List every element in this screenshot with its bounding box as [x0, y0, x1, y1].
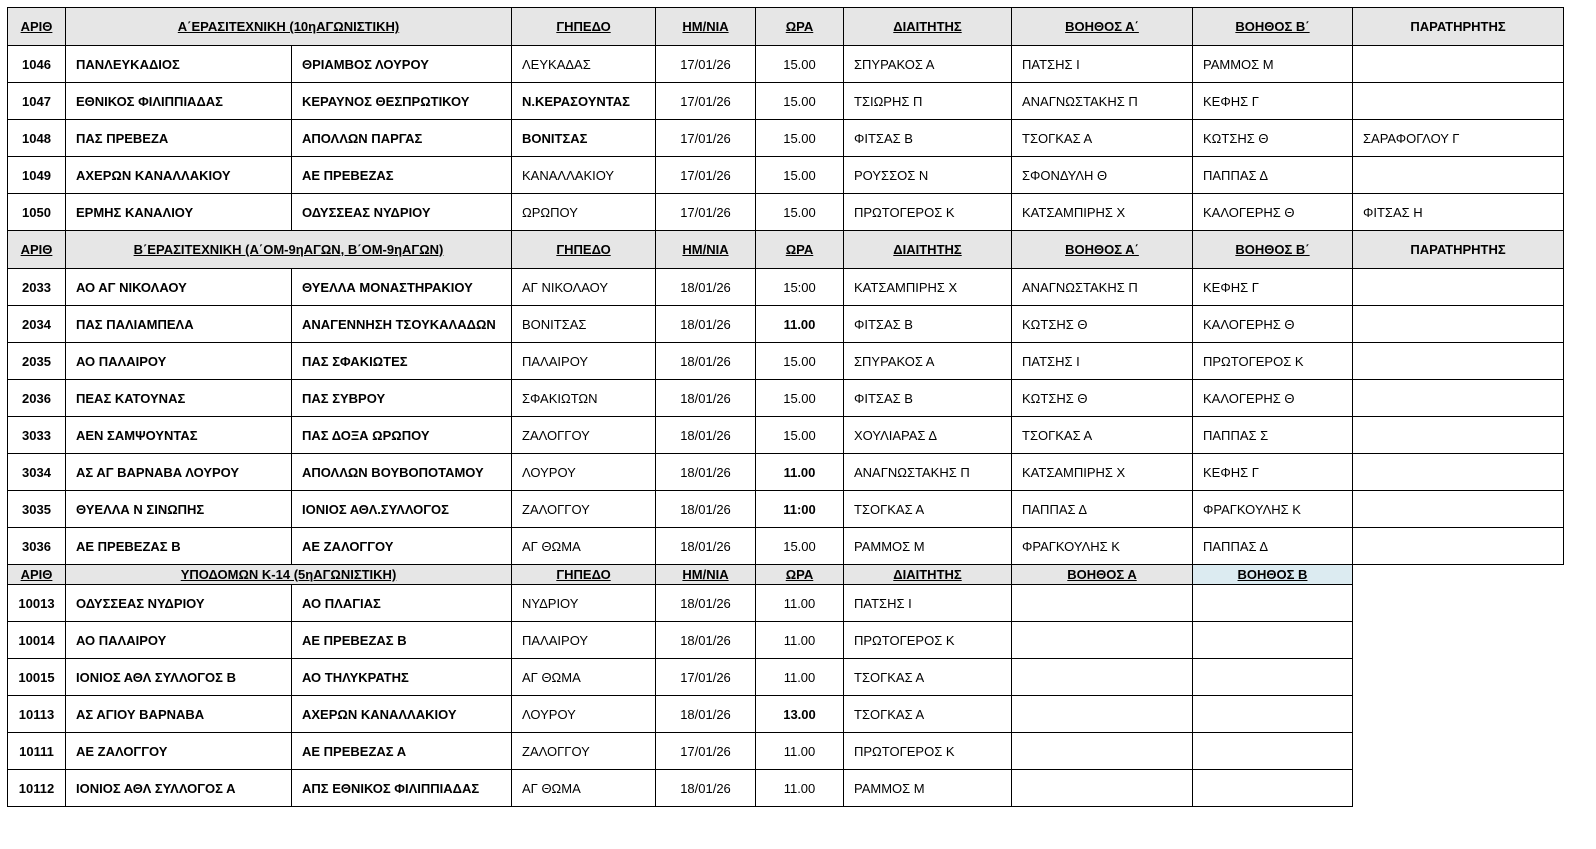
cell-num: 10112: [8, 770, 66, 807]
cell-num: 1048: [8, 120, 66, 157]
cell-time: 15.00: [756, 120, 844, 157]
cell-assistant-a: [1012, 770, 1193, 807]
cell-assistant-b: ΚΩΤΣΗΣ Θ: [1193, 120, 1353, 157]
cell-home: ΑΣ ΑΓ ΒΑΡΝΑΒΑ ΛΟΥΡΟΥ: [66, 454, 292, 491]
cell-date: 18/01/26: [656, 622, 756, 659]
cell-date: 18/01/26: [656, 454, 756, 491]
cell-assistant-a: ΚΩΤΣΗΣ Θ: [1012, 380, 1193, 417]
cell-away: ΑΝΑΓΕΝΝΗΣΗ ΤΣΟΥΚΑΛΑΔΩΝ: [292, 306, 512, 343]
cell-date: 18/01/26: [656, 585, 756, 622]
cell-assistant-b: [1193, 622, 1353, 659]
fixture-row: [8, 528, 1564, 565]
cell-referee: ΡΑΜΜΟΣ Μ: [844, 770, 1012, 807]
cell-time: 11.00: [756, 659, 844, 696]
cell-away: ΟΔΥΣΣΕΑΣ ΝΥΔΡΙΟΥ: [292, 194, 512, 231]
cell-referee: ΤΣΙΩΡΗΣ Π: [844, 83, 1012, 120]
cell-num: 2033: [8, 269, 66, 306]
cell-ground: ΠΑΛΑΙΡΟΥ: [512, 622, 656, 659]
cell-away: ΑΠΟΛΛΩΝ ΠΑΡΓΑΣ: [292, 120, 512, 157]
cell-away: ΚΕΡΑΥΝΟΣ ΘΕΣΠΡΩΤΙΚΟΥ: [292, 83, 512, 120]
header-observer: ΠΑΡΑΤΗΡΗΤΗΣ: [1353, 8, 1564, 46]
cell-observer: [1353, 380, 1564, 417]
cell-assistant-a: ΚΩΤΣΗΣ Θ: [1012, 306, 1193, 343]
cell-referee: ΠΡΩΤΟΓΕΡΟΣ Κ: [844, 622, 1012, 659]
header-assistant-b: ΒΟΗΘΟΣ Β΄: [1193, 231, 1353, 269]
cell-referee: ΠΑΤΣΗΣ Ι: [844, 585, 1012, 622]
cell-ground: ΚΑΝΑΛΛΑΚΙΟΥ: [512, 157, 656, 194]
cell-date: 18/01/26: [656, 343, 756, 380]
cell-time: 15.00: [756, 46, 844, 83]
cell-referee: ΤΣΟΓΚΑΣ Α: [844, 491, 1012, 528]
cell-assistant-a: ΚΑΤΣΑΜΠΙΡΗΣ Χ: [1012, 454, 1193, 491]
cell-home: ΠΑΣ ΠΑΛΙΑΜΠΕΛΑ: [66, 306, 292, 343]
cell-assistant-a: ΑΝΑΓΝΩΣΤΑΚΗΣ Π: [1012, 269, 1193, 306]
section-header-row: [8, 8, 1564, 46]
cell-away: ΑΟ ΠΛΑΓΙΑΣ: [292, 585, 512, 622]
cell-date: 18/01/26: [656, 417, 756, 454]
cell-observer: [1353, 417, 1564, 454]
cell-date: 17/01/26: [656, 83, 756, 120]
cell-assistant-b: [1193, 770, 1353, 807]
cell-referee: ΧΟΥΛΙΑΡΑΣ Δ: [844, 417, 1012, 454]
cell-home: ΑΕΝ ΣΑΜΨΟΥΝΤΑΣ: [66, 417, 292, 454]
cell-away: ΑΧΕΡΩΝ ΚΑΝΑΛΛΑΚΙΟΥ: [292, 696, 512, 733]
cell-num: 10113: [8, 696, 66, 733]
cell-observer: [1353, 46, 1564, 83]
cell-date: 18/01/26: [656, 306, 756, 343]
fixture-row: [8, 659, 1564, 696]
cell-date: 17/01/26: [656, 194, 756, 231]
cell-referee: ΦΙΤΣΑΣ Β: [844, 120, 1012, 157]
empty-cell: [1353, 565, 1564, 585]
cell-ground: ΛΕΥΚΑΔΑΣ: [512, 46, 656, 83]
cell-num: 2036: [8, 380, 66, 417]
cell-observer: [1353, 83, 1564, 120]
cell-home: ΙΟΝΙΟΣ ΑΘΛ ΣΥΛΛΟΓΟΣ Β: [66, 659, 292, 696]
cell-assistant-a: ΣΦΟΝΔΥΛΗ Θ: [1012, 157, 1193, 194]
header-referee: ΔΙΑΙΤΗΤΗΣ: [844, 231, 1012, 269]
cell-assistant-b: ΠΑΠΠΑΣ Σ: [1193, 417, 1353, 454]
empty-cell: [1353, 733, 1564, 770]
header-referee: ΔΙΑΙΤΗΤΗΣ: [844, 565, 1012, 585]
cell-time: 15.00: [756, 83, 844, 120]
fixture-row: [8, 306, 1564, 343]
cell-home: ΘΥΕΛΛΑ Ν ΣΙΝΩΠΗΣ: [66, 491, 292, 528]
cell-assistant-a: ΠΑΠΠΑΣ Δ: [1012, 491, 1193, 528]
cell-away: ΑΠΟΛΛΩΝ ΒΟΥΒΟΠΟΤΑΜΟΥ: [292, 454, 512, 491]
cell-away: ΑΕ ΖΑΛΟΓΓΟΥ: [292, 528, 512, 565]
empty-cell: [1353, 659, 1564, 696]
header-assistant-b: ΒΟΗΘΟΣ Β: [1193, 565, 1353, 585]
cell-assistant-a: ΠΑΤΣΗΣ Ι: [1012, 343, 1193, 380]
cell-ground: ΛΟΥΡΟΥ: [512, 454, 656, 491]
cell-assistant-a: [1012, 696, 1193, 733]
cell-date: 17/01/26: [656, 733, 756, 770]
cell-assistant-b: [1193, 659, 1353, 696]
fixture-row: [8, 585, 1564, 622]
cell-observer: [1353, 157, 1564, 194]
cell-referee: ΣΠΥΡΑΚΟΣ Α: [844, 343, 1012, 380]
cell-assistant-b: ΚΕΦΗΣ Γ: [1193, 269, 1353, 306]
cell-time: 15.00: [756, 194, 844, 231]
header-assistant-a: ΒΟΗΘΟΣ Α: [1012, 565, 1193, 585]
header-date: ΗΜ/ΝΙΑ: [656, 231, 756, 269]
cell-ground: Ν.ΚΕΡΑΣΟΥΝΤΑΣ: [512, 83, 656, 120]
header-arith: ΑΡΙΘ: [8, 8, 66, 46]
cell-time: 11.00: [756, 733, 844, 770]
cell-assistant-a: ΤΣΟΓΚΑΣ Α: [1012, 417, 1193, 454]
header-ground: ΓΗΠΕΔΟ: [512, 231, 656, 269]
fixture-row: [8, 83, 1564, 120]
cell-away: ΑΕ ΠΡΕΒΕΖΑΣ: [292, 157, 512, 194]
header-date: ΗΜ/ΝΙΑ: [656, 8, 756, 46]
cell-ground: ΒΟΝΙΤΣΑΣ: [512, 120, 656, 157]
cell-ground: ΑΓ ΘΩΜΑ: [512, 659, 656, 696]
cell-time: 15.00: [756, 343, 844, 380]
cell-num: 2034: [8, 306, 66, 343]
cell-time: 11.00: [756, 585, 844, 622]
cell-away: ΑΟ ΤΗΛΥΚΡΑΤΗΣ: [292, 659, 512, 696]
cell-away: ΙΟΝΙΟΣ ΑΘΛ.ΣΥΛΛΟΓΟΣ: [292, 491, 512, 528]
cell-assistant-b: [1193, 585, 1353, 622]
cell-assistant-b: ΚΕΦΗΣ Γ: [1193, 454, 1353, 491]
cell-date: 18/01/26: [656, 528, 756, 565]
fixture-row: [8, 733, 1564, 770]
cell-home: ΑΣ ΑΓΙΟΥ ΒΑΡΝΑΒΑ: [66, 696, 292, 733]
cell-time: 11.00: [756, 306, 844, 343]
cell-date: 17/01/26: [656, 659, 756, 696]
cell-referee: ΡΑΜΜΟΣ Μ: [844, 528, 1012, 565]
cell-home: ΕΘΝΙΚΟΣ ΦΙΛΙΠΠΙΑΔΑΣ: [66, 83, 292, 120]
cell-num: 3035: [8, 491, 66, 528]
cell-date: 17/01/26: [656, 120, 756, 157]
empty-cell: [1353, 770, 1564, 807]
header-assistant-a: ΒΟΗΘΟΣ Α΄: [1012, 231, 1193, 269]
cell-away: ΠΑΣ ΔΟΞΑ ΩΡΩΠΟΥ: [292, 417, 512, 454]
cell-referee: ΤΣΟΓΚΑΣ Α: [844, 659, 1012, 696]
cell-observer: ΦΙΤΣΑΣ Η: [1353, 194, 1564, 231]
fixture-row: [8, 120, 1564, 157]
cell-observer: [1353, 306, 1564, 343]
header-time: ΩΡΑ: [756, 8, 844, 46]
cell-home: ΠΑΣ ΠΡΕΒΕΖΑ: [66, 120, 292, 157]
cell-num: 1050: [8, 194, 66, 231]
cell-observer: [1353, 454, 1564, 491]
cell-assistant-a: [1012, 659, 1193, 696]
cell-observer: [1353, 528, 1564, 565]
cell-home: ΑΧΕΡΩΝ ΚΑΝΑΛΛΑΚΙΟΥ: [66, 157, 292, 194]
cell-assistant-a: ΠΑΤΣΗΣ Ι: [1012, 46, 1193, 83]
cell-home: ΑΟ ΠΑΛΑΙΡΟΥ: [66, 622, 292, 659]
cell-time: 15.00: [756, 157, 844, 194]
cell-ground: ΠΑΛΑΙΡΟΥ: [512, 343, 656, 380]
cell-assistant-b: [1193, 733, 1353, 770]
cell-ground: ΒΟΝΙΤΣΑΣ: [512, 306, 656, 343]
cell-date: 18/01/26: [656, 770, 756, 807]
cell-away: ΑΕ ΠΡΕΒΕΖΑΣ Α: [292, 733, 512, 770]
cell-assistant-a: ΑΝΑΓΝΩΣΤΑΚΗΣ Π: [1012, 83, 1193, 120]
cell-away: ΠΑΣ ΣΥΒΡΟΥ: [292, 380, 512, 417]
cell-num: 10111: [8, 733, 66, 770]
header-assistant-b: ΒΟΗΘΟΣ Β΄: [1193, 8, 1353, 46]
fixture-row: [8, 194, 1564, 231]
cell-time: 15.00: [756, 417, 844, 454]
cell-date: 18/01/26: [656, 269, 756, 306]
cell-num: 1047: [8, 83, 66, 120]
cell-time: 15.00: [756, 528, 844, 565]
header-competition: ΥΠΟΔΟΜΩΝ Κ-14 (5ηΑΓΩΝΙΣΤΙΚΗ): [66, 565, 512, 585]
cell-ground: ΣΦΑΚΙΩΤΩΝ: [512, 380, 656, 417]
cell-time: 15:00: [756, 269, 844, 306]
cell-assistant-b: ΠΡΩΤΟΓΕΡΟΣ Κ: [1193, 343, 1353, 380]
cell-num: 10014: [8, 622, 66, 659]
cell-ground: ΖΑΛΟΓΓΟΥ: [512, 733, 656, 770]
cell-referee: ΑΝΑΓΝΩΣΤΑΚΗΣ Π: [844, 454, 1012, 491]
header-time: ΩΡΑ: [756, 231, 844, 269]
cell-assistant-b: [1193, 696, 1353, 733]
cell-referee: ΤΣΟΓΚΑΣ Α: [844, 696, 1012, 733]
cell-assistant-b: ΚΑΛΟΓΕΡΗΣ Θ: [1193, 306, 1353, 343]
cell-referee: ΠΡΩΤΟΓΕΡΟΣ Κ: [844, 194, 1012, 231]
cell-home: ΑΟ ΠΑΛΑΙΡΟΥ: [66, 343, 292, 380]
cell-observer: [1353, 491, 1564, 528]
cell-assistant-b: ΚΕΦΗΣ Γ: [1193, 83, 1353, 120]
cell-date: 18/01/26: [656, 491, 756, 528]
cell-num: 1046: [8, 46, 66, 83]
cell-away: ΑΕ ΠΡΕΒΕΖΑΣ Β: [292, 622, 512, 659]
cell-num: 3033: [8, 417, 66, 454]
fixtures-table: [7, 7, 1564, 807]
fixture-row: [8, 157, 1564, 194]
cell-num: 3034: [8, 454, 66, 491]
cell-date: 18/01/26: [656, 380, 756, 417]
fixture-row: [8, 491, 1564, 528]
cell-observer: ΣΑΡΑΦΟΓΛΟΥ Γ: [1353, 120, 1564, 157]
cell-time: 11:00: [756, 491, 844, 528]
fixture-row: [8, 622, 1564, 659]
header-competition: Β΄ΕΡΑΣΙΤΕΧΝΙΚΗ (Α΄ΟΜ-9ηΑΓΩΝ, Β΄ΟΜ-9ηΑΓΩΝ): [66, 231, 512, 269]
cell-referee: ΣΠΥΡΑΚΟΣ Α: [844, 46, 1012, 83]
cell-assistant-a: ΤΣΟΓΚΑΣ Α: [1012, 120, 1193, 157]
cell-ground: ΖΑΛΟΓΓΟΥ: [512, 417, 656, 454]
header-arith: ΑΡΙΘ: [8, 565, 66, 585]
cell-referee: ΦΙΤΣΑΣ Β: [844, 380, 1012, 417]
cell-observer: [1353, 343, 1564, 380]
cell-ground: ΛΟΥΡΟΥ: [512, 696, 656, 733]
cell-referee: ΡΟΥΣΣΟΣ Ν: [844, 157, 1012, 194]
cell-date: 17/01/26: [656, 157, 756, 194]
fixture-row: [8, 417, 1564, 454]
cell-date: 17/01/26: [656, 46, 756, 83]
cell-away: ΑΠΣ ΕΘΝΙΚΟΣ ΦΙΛΙΠΠΙΑΔΑΣ: [292, 770, 512, 807]
header-competition: Α΄ΕΡΑΣΙΤΕΧΝΙΚΗ (10ηΑΓΩΝΙΣΤΙΚΗ): [66, 8, 512, 46]
cell-home: ΑΕ ΖΑΛΟΓΓΟΥ: [66, 733, 292, 770]
cell-assistant-a: ΚΑΤΣΑΜΠΙΡΗΣ Χ: [1012, 194, 1193, 231]
fixture-row: [8, 269, 1564, 306]
cell-assistant-b: ΚΑΛΟΓΕΡΗΣ Θ: [1193, 194, 1353, 231]
fixture-row: [8, 46, 1564, 83]
cell-observer: [1353, 269, 1564, 306]
header-date: ΗΜ/ΝΙΑ: [656, 565, 756, 585]
cell-time: 11.00: [756, 622, 844, 659]
cell-ground: ΖΑΛΟΓΓΟΥ: [512, 491, 656, 528]
cell-away: ΘΡΙΑΜΒΟΣ ΛΟΥΡΟΥ: [292, 46, 512, 83]
fixture-row: [8, 380, 1564, 417]
cell-home: ΙΟΝΙΟΣ ΑΘΛ ΣΥΛΛΟΓΟΣ Α: [66, 770, 292, 807]
cell-ground: ΝΥΔΡΙΟΥ: [512, 585, 656, 622]
cell-home: ΟΔΥΣΣΕΑΣ ΝΥΔΡΙΟΥ: [66, 585, 292, 622]
cell-ground: ΩΡΩΠΟΥ: [512, 194, 656, 231]
cell-assistant-a: [1012, 585, 1193, 622]
section-header-row: [8, 231, 1564, 269]
fixture-row: [8, 343, 1564, 380]
cell-assistant-b: ΠΑΠΠΑΣ Δ: [1193, 528, 1353, 565]
cell-away: ΠΑΣ ΣΦΑΚΙΩΤΕΣ: [292, 343, 512, 380]
cell-home: ΕΡΜΗΣ ΚΑΝΑΛΙΟΥ: [66, 194, 292, 231]
cell-assistant-b: ΚΑΛΟΓΕΡΗΣ Θ: [1193, 380, 1353, 417]
cell-num: 1049: [8, 157, 66, 194]
cell-date: 18/01/26: [656, 696, 756, 733]
section-header-row: [8, 565, 1564, 585]
header-time: ΩΡΑ: [756, 565, 844, 585]
header-arith: ΑΡΙΘ: [8, 231, 66, 269]
cell-num: 3036: [8, 528, 66, 565]
empty-cell: [1353, 622, 1564, 659]
cell-home: ΠΑΝΛΕΥΚΑΔΙΟΣ: [66, 46, 292, 83]
cell-referee: ΦΙΤΣΑΣ Β: [844, 306, 1012, 343]
cell-num: 10015: [8, 659, 66, 696]
cell-away: ΘΥΕΛΛΑ ΜΟΝΑΣΤΗΡΑΚΙΟΥ: [292, 269, 512, 306]
header-observer: ΠΑΡΑΤΗΡΗΤΗΣ: [1353, 231, 1564, 269]
header-ground: ΓΗΠΕΔΟ: [512, 8, 656, 46]
cell-num: 10013: [8, 585, 66, 622]
fixture-row: [8, 770, 1564, 807]
cell-time: 11.00: [756, 770, 844, 807]
cell-referee: ΠΡΩΤΟΓΕΡΟΣ Κ: [844, 733, 1012, 770]
cell-assistant-a: [1012, 733, 1193, 770]
fixture-row: [8, 454, 1564, 491]
header-ground: ΓΗΠΕΔΟ: [512, 565, 656, 585]
empty-cell: [1353, 696, 1564, 733]
cell-assistant-b: ΠΑΠΠΑΣ Δ: [1193, 157, 1353, 194]
cell-assistant-a: ΦΡΑΓΚΟΥΛΗΣ Κ: [1012, 528, 1193, 565]
cell-home: ΠΕΑΣ ΚΑΤΟΥΝΑΣ: [66, 380, 292, 417]
cell-time: 11.00: [756, 454, 844, 491]
cell-referee: ΚΑΤΣΑΜΠΙΡΗΣ Χ: [844, 269, 1012, 306]
cell-home: ΑΟ ΑΓ ΝΙΚΟΛΑΟΥ: [66, 269, 292, 306]
empty-cell: [1353, 585, 1564, 622]
cell-assistant-a: [1012, 622, 1193, 659]
cell-ground: ΑΓ ΘΩΜΑ: [512, 528, 656, 565]
cell-home: ΑΕ ΠΡΕΒΕΖΑΣ Β: [66, 528, 292, 565]
fixture-row: [8, 696, 1564, 733]
header-referee: ΔΙΑΙΤΗΤΗΣ: [844, 8, 1012, 46]
cell-assistant-b: ΡΑΜΜΟΣ Μ: [1193, 46, 1353, 83]
cell-num: 2035: [8, 343, 66, 380]
cell-ground: ΑΓ ΝΙΚΟΛΑΟΥ: [512, 269, 656, 306]
cell-time: 15.00: [756, 380, 844, 417]
cell-assistant-b: ΦΡΑΓΚΟΥΛΗΣ Κ: [1193, 491, 1353, 528]
cell-ground: ΑΓ ΘΩΜΑ: [512, 770, 656, 807]
cell-time: 13.00: [756, 696, 844, 733]
header-assistant-a: ΒΟΗΘΟΣ Α΄: [1012, 8, 1193, 46]
